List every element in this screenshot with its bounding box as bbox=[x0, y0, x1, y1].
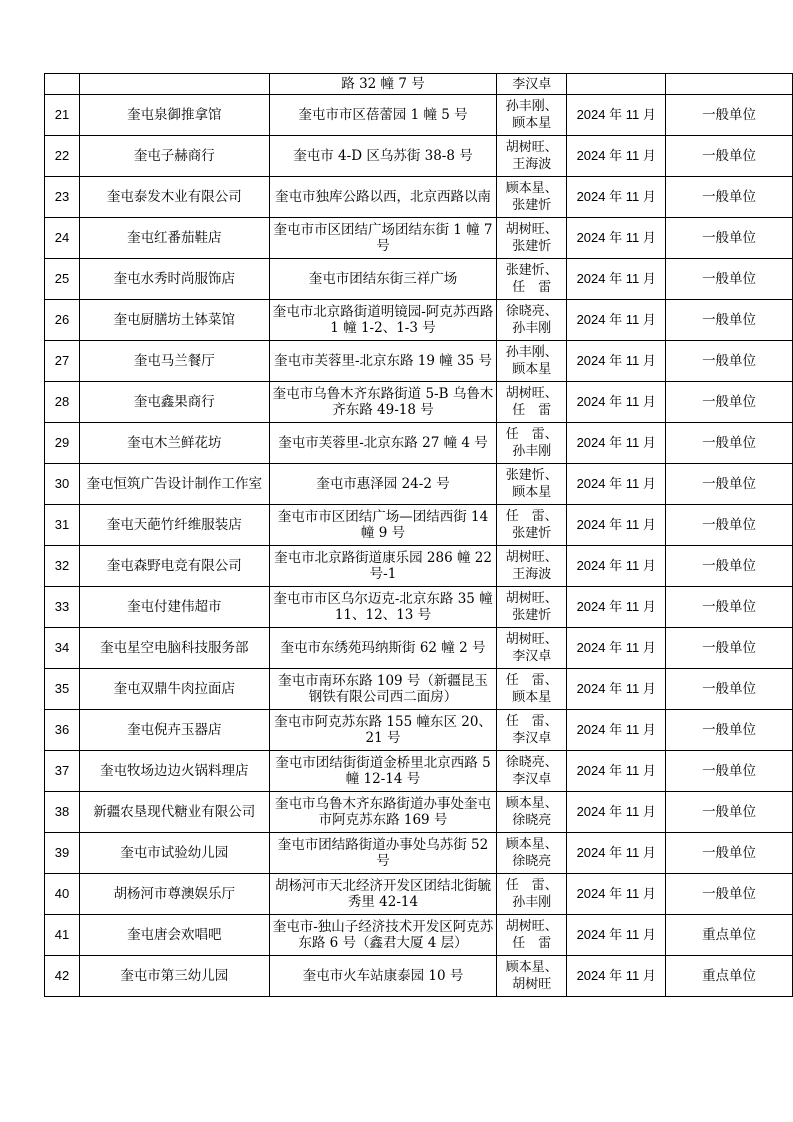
cell-number: 27 bbox=[45, 341, 80, 382]
cell-unit-name: 奎屯木兰鲜花坊 bbox=[79, 423, 269, 464]
cell-unit-name: 奎屯天葩竹纤维服装店 bbox=[79, 505, 269, 546]
cell-inspectors: 胡树旺、张建忻 bbox=[497, 218, 567, 259]
cell-inspectors: 胡树旺、王海波 bbox=[497, 546, 567, 587]
table-row bbox=[45, 956, 793, 997]
cell-date: 2024 年 11 月 bbox=[567, 464, 666, 505]
cell-inspectors: 张建忻、顾本星 bbox=[497, 464, 567, 505]
cell-number bbox=[45, 74, 80, 95]
cell-inspectors: 任 雷、孙丰刚 bbox=[497, 874, 567, 915]
cell-address: 奎屯市北京路街道康乐园 286 幢 22 号-1 bbox=[269, 546, 497, 587]
cell-unit-type: 一般单位 bbox=[666, 341, 793, 382]
cell-unit-type: 一般单位 bbox=[666, 177, 793, 218]
cell-number: 40 bbox=[45, 874, 80, 915]
table-row bbox=[45, 382, 793, 423]
cell-unit-name: 奎屯唐会欢唱吧 bbox=[79, 915, 269, 956]
cell-number: 23 bbox=[45, 177, 80, 218]
cell-date: 2024 年 11 月 bbox=[567, 259, 666, 300]
cell-address: 奎屯市 4-D 区乌苏街 38-8 号 bbox=[269, 136, 497, 177]
cell-unit-type: 一般单位 bbox=[666, 751, 793, 792]
table-row bbox=[45, 669, 793, 710]
cell-date: 2024 年 11 月 bbox=[567, 751, 666, 792]
cell-unit-type: 一般单位 bbox=[666, 423, 793, 464]
cell-unit-name: 奎屯倪卉玉器店 bbox=[79, 710, 269, 751]
cell-unit-name bbox=[79, 74, 269, 95]
cell-inspectors: 任 雷、顾本星 bbox=[497, 669, 567, 710]
table-row bbox=[45, 915, 793, 956]
cell-date: 2024 年 11 月 bbox=[567, 382, 666, 423]
cell-address: 奎屯市南环东路 109 号（新疆昆玉钢铁有限公司西二面房） bbox=[269, 669, 497, 710]
cell-number: 37 bbox=[45, 751, 80, 792]
cell-unit-type: 一般单位 bbox=[666, 505, 793, 546]
cell-unit-name: 奎屯市第三幼儿园 bbox=[79, 956, 269, 997]
table-row bbox=[45, 464, 793, 505]
cell-date: 2024 年 11 月 bbox=[567, 710, 666, 751]
cell-address: 奎屯市乌鲁木齐东路街道办事处奎屯市阿克苏东路 169 号 bbox=[269, 792, 497, 833]
cell-address: 奎屯市团结路街道办事处乌苏街 52 号 bbox=[269, 833, 497, 874]
cell-inspectors: 胡树旺、任 雷 bbox=[497, 382, 567, 423]
cell-unit-type: 一般单位 bbox=[666, 259, 793, 300]
table-row bbox=[45, 546, 793, 587]
cell-address: 奎屯市市区团结广场团结东街 1 幢 7 号 bbox=[269, 218, 497, 259]
cell-date: 2024 年 11 月 bbox=[567, 874, 666, 915]
cell-inspectors: 顾本星、胡树旺 bbox=[497, 956, 567, 997]
cell-date: 2024 年 11 月 bbox=[567, 423, 666, 464]
cell-inspectors: 任 雷、孙丰刚 bbox=[497, 423, 567, 464]
cell-date: 2024 年 11 月 bbox=[567, 177, 666, 218]
cell-unit-type: 一般单位 bbox=[666, 300, 793, 341]
cell-number: 22 bbox=[45, 136, 80, 177]
cell-unit-name: 胡杨河市尊澳娱乐厅 bbox=[79, 874, 269, 915]
cell-date: 2024 年 11 月 bbox=[567, 915, 666, 956]
cell-date: 2024 年 11 月 bbox=[567, 136, 666, 177]
cell-address: 奎屯市东绣苑玛纳斯街 62 幢 2 号 bbox=[269, 628, 497, 669]
cell-unit-type: 一般单位 bbox=[666, 218, 793, 259]
cell-unit-name: 奎屯泰发木业有限公司 bbox=[79, 177, 269, 218]
cell-address: 奎屯市-独山子经济技术开发区阿克苏东路 6 号（鑫君大厦 4 层） bbox=[269, 915, 497, 956]
cell-unit-name: 奎屯子赫商行 bbox=[79, 136, 269, 177]
cell-inspectors: 孙丰刚、顾本星 bbox=[497, 341, 567, 382]
table-row bbox=[45, 259, 793, 300]
cell-address: 奎屯市团结东街三祥广场 bbox=[269, 259, 497, 300]
table-row bbox=[45, 136, 793, 177]
cell-number: 25 bbox=[45, 259, 80, 300]
cell-inspectors: 顾本星、徐晓亮 bbox=[497, 833, 567, 874]
cell-address: 奎屯市芙蓉里-北京东路 19 幢 35 号 bbox=[269, 341, 497, 382]
cell-inspectors: 任 雷、张建忻 bbox=[497, 505, 567, 546]
cell-unit-type: 一般单位 bbox=[666, 669, 793, 710]
cell-number: 26 bbox=[45, 300, 80, 341]
cell-number: 21 bbox=[45, 95, 80, 136]
cell-unit-name: 奎屯付建伟超市 bbox=[79, 587, 269, 628]
cell-date: 2024 年 11 月 bbox=[567, 505, 666, 546]
table-body bbox=[45, 74, 793, 997]
cell-number: 35 bbox=[45, 669, 80, 710]
cell-number: 28 bbox=[45, 382, 80, 423]
cell-address: 奎屯市惠泽园 24-2 号 bbox=[269, 464, 497, 505]
cell-unit-type bbox=[666, 74, 793, 95]
cell-address: 奎屯市芙蓉里-北京东路 27 幢 4 号 bbox=[269, 423, 497, 464]
cell-unit-type: 一般单位 bbox=[666, 95, 793, 136]
cell-date: 2024 年 11 月 bbox=[567, 300, 666, 341]
cell-unit-name: 奎屯鑫果商行 bbox=[79, 382, 269, 423]
inspection-table bbox=[44, 73, 793, 997]
cell-unit-name: 奎屯水秀时尚服饰店 bbox=[79, 259, 269, 300]
cell-number: 32 bbox=[45, 546, 80, 587]
cell-unit-type: 重点单位 bbox=[666, 956, 793, 997]
cell-unit-name: 新疆农垦现代糖业有限公司 bbox=[79, 792, 269, 833]
cell-unit-name: 奎屯森野电竞有限公司 bbox=[79, 546, 269, 587]
cell-address: 奎屯市阿克苏东路 155 幢东区 20、21 号 bbox=[269, 710, 497, 751]
cell-unit-name: 奎屯市试验幼儿园 bbox=[79, 833, 269, 874]
cell-unit-type: 一般单位 bbox=[666, 587, 793, 628]
cell-unit-type: 重点单位 bbox=[666, 915, 793, 956]
table-row bbox=[45, 792, 793, 833]
cell-unit-type: 一般单位 bbox=[666, 546, 793, 587]
cell-address: 奎屯市北京路街道明镜园-阿克苏西路 1 幢 1-2、1-3 号 bbox=[269, 300, 497, 341]
cell-unit-type: 一般单位 bbox=[666, 710, 793, 751]
cell-unit-name: 奎屯泉御推拿馆 bbox=[79, 95, 269, 136]
cell-address: 奎屯市乌鲁木齐东路街道 5-B 乌鲁木齐东路 49-18 号 bbox=[269, 382, 497, 423]
cell-date: 2024 年 11 月 bbox=[567, 546, 666, 587]
cell-address: 奎屯市独库公路以西，北京西路以南 bbox=[269, 177, 497, 218]
cell-number: 38 bbox=[45, 792, 80, 833]
table-row bbox=[45, 874, 793, 915]
cell-unit-name: 奎屯星空电脑科技服务部 bbox=[79, 628, 269, 669]
cell-date: 2024 年 11 月 bbox=[567, 628, 666, 669]
table-row bbox=[45, 341, 793, 382]
cell-number: 41 bbox=[45, 915, 80, 956]
cell-inspectors: 李汉卓 bbox=[497, 74, 567, 95]
cell-unit-type: 一般单位 bbox=[666, 136, 793, 177]
table-row bbox=[45, 300, 793, 341]
cell-number: 34 bbox=[45, 628, 80, 669]
cell-unit-type: 一般单位 bbox=[666, 833, 793, 874]
cell-unit-type: 一般单位 bbox=[666, 464, 793, 505]
table-row bbox=[45, 505, 793, 546]
table-row bbox=[45, 710, 793, 751]
cell-inspectors: 顾本星、张建忻 bbox=[497, 177, 567, 218]
cell-number: 31 bbox=[45, 505, 80, 546]
cell-date: 2024 年 11 月 bbox=[567, 95, 666, 136]
cell-unit-name: 奎屯牧场边边火锅料理店 bbox=[79, 751, 269, 792]
cell-date bbox=[567, 74, 666, 95]
cell-number: 36 bbox=[45, 710, 80, 751]
cell-number: 33 bbox=[45, 587, 80, 628]
cell-unit-name: 奎屯红番茄鞋店 bbox=[79, 218, 269, 259]
cell-unit-type: 一般单位 bbox=[666, 874, 793, 915]
cell-number: 29 bbox=[45, 423, 80, 464]
cell-unit-name: 奎屯马兰餐厅 bbox=[79, 341, 269, 382]
cell-inspectors: 任 雷、李汉卓 bbox=[497, 710, 567, 751]
cell-inspectors: 胡树旺、任 雷 bbox=[497, 915, 567, 956]
table-row bbox=[45, 95, 793, 136]
cell-address: 奎屯市团结街街道金桥里北京西路 5 幢 12-14 号 bbox=[269, 751, 497, 792]
cell-address: 奎屯市市区团结广场—团结西街 14 幢 9 号 bbox=[269, 505, 497, 546]
cell-address: 奎屯市火车站康泰园 10 号 bbox=[269, 956, 497, 997]
cell-inspectors: 胡树旺、王海波 bbox=[497, 136, 567, 177]
cell-unit-name: 奎屯恒筑广告设计制作工作室 bbox=[79, 464, 269, 505]
table-row bbox=[45, 751, 793, 792]
table-row bbox=[45, 423, 793, 464]
cell-address: 奎屯市市区蓓蕾园 1 幢 5 号 bbox=[269, 95, 497, 136]
table-row-continuation bbox=[45, 74, 793, 95]
cell-inspectors: 顾本星、徐晓亮 bbox=[497, 792, 567, 833]
cell-inspectors: 张建忻、任 雷 bbox=[497, 259, 567, 300]
cell-number: 42 bbox=[45, 956, 80, 997]
cell-inspectors: 胡树旺、张建忻 bbox=[497, 587, 567, 628]
cell-number: 39 bbox=[45, 833, 80, 874]
cell-number: 30 bbox=[45, 464, 80, 505]
table-row bbox=[45, 177, 793, 218]
table-row bbox=[45, 587, 793, 628]
cell-number: 24 bbox=[45, 218, 80, 259]
cell-unit-type: 一般单位 bbox=[666, 382, 793, 423]
cell-unit-type: 一般单位 bbox=[666, 628, 793, 669]
cell-date: 2024 年 11 月 bbox=[567, 341, 666, 382]
cell-inspectors: 孙丰刚、顾本星 bbox=[497, 95, 567, 136]
table-row bbox=[45, 833, 793, 874]
cell-date: 2024 年 11 月 bbox=[567, 669, 666, 710]
table-row bbox=[45, 628, 793, 669]
cell-date: 2024 年 11 月 bbox=[567, 587, 666, 628]
cell-address: 奎屯市市区乌尔迈克-北京东路 35 幢 11、12、13 号 bbox=[269, 587, 497, 628]
cell-inspectors: 胡树旺、李汉卓 bbox=[497, 628, 567, 669]
cell-inspectors: 徐晓亮、李汉卓 bbox=[497, 751, 567, 792]
cell-address: 路 32 幢 7 号 bbox=[269, 74, 497, 95]
cell-unit-name: 奎屯厨膳坊土钵菜馆 bbox=[79, 300, 269, 341]
cell-date: 2024 年 11 月 bbox=[567, 218, 666, 259]
cell-unit-type: 一般单位 bbox=[666, 792, 793, 833]
cell-date: 2024 年 11 月 bbox=[567, 833, 666, 874]
cell-date: 2024 年 11 月 bbox=[567, 956, 666, 997]
cell-address: 胡杨河市天北经济开发区团结北街毓秀里 42-14 bbox=[269, 874, 497, 915]
cell-date: 2024 年 11 月 bbox=[567, 792, 666, 833]
table-row bbox=[45, 218, 793, 259]
cell-unit-name: 奎屯双鼎牛肉拉面店 bbox=[79, 669, 269, 710]
cell-inspectors: 徐晓亮、孙丰刚 bbox=[497, 300, 567, 341]
